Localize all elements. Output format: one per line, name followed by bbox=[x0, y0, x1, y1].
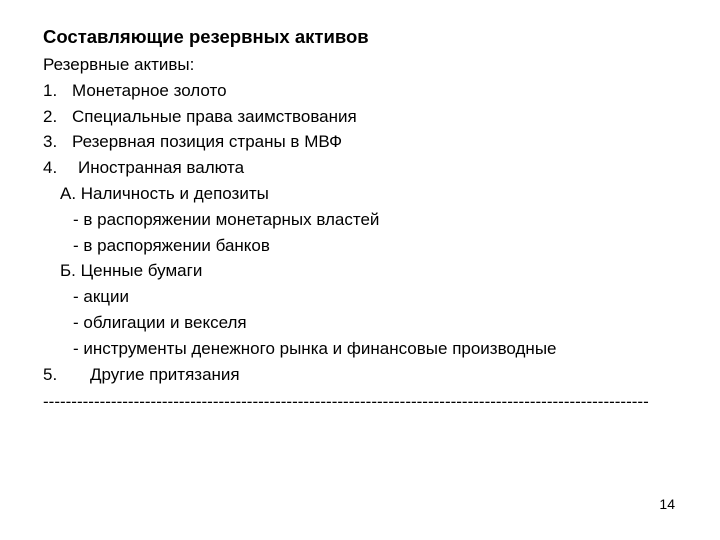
slide-body bbox=[43, 52, 557, 387]
list-item-text: Резервная позиция страны в МВФ bbox=[72, 132, 343, 152]
list-item-number: 4. bbox=[43, 158, 58, 178]
list-item bbox=[43, 362, 557, 388]
list-item-number: 5. bbox=[43, 364, 58, 384]
slide-title: Составляющие резервных активов bbox=[43, 26, 369, 47]
list-item bbox=[43, 104, 557, 130]
list-item bbox=[43, 78, 557, 104]
list-item-text: Специальные права заимствования bbox=[72, 106, 357, 126]
list-item-text: Другие притязания bbox=[90, 364, 240, 384]
list-item-text: Монетарное золото bbox=[72, 80, 227, 100]
list-item bbox=[43, 155, 557, 181]
intro-text: Резервные активы: bbox=[43, 55, 195, 74]
subsection-entry: - инструменты денежного рынка и финансовые производные bbox=[73, 338, 557, 358]
list-item-number: 1. bbox=[43, 80, 58, 100]
list-item bbox=[43, 129, 557, 155]
list-item-number: 3. bbox=[43, 132, 58, 152]
separator-line: ----------------------------------------------------------------------------------------------------------- bbox=[43, 392, 649, 411]
subsection-entry: - в распоряжении банков bbox=[73, 235, 270, 255]
subsection-heading: А. Наличность и депозиты bbox=[60, 183, 269, 203]
page-number: 14 bbox=[659, 496, 675, 512]
subsection-entry: - в распоряжении монетарных властей bbox=[73, 209, 380, 229]
subsection-entry: - акции bbox=[73, 287, 130, 307]
list-item-number: 2. bbox=[43, 106, 58, 126]
subsection-heading: Б. Ценные бумаги bbox=[60, 261, 203, 281]
subsection-entry: - облигации и векселя bbox=[73, 312, 247, 332]
list-item-text: Иностранная валюта bbox=[78, 158, 245, 178]
